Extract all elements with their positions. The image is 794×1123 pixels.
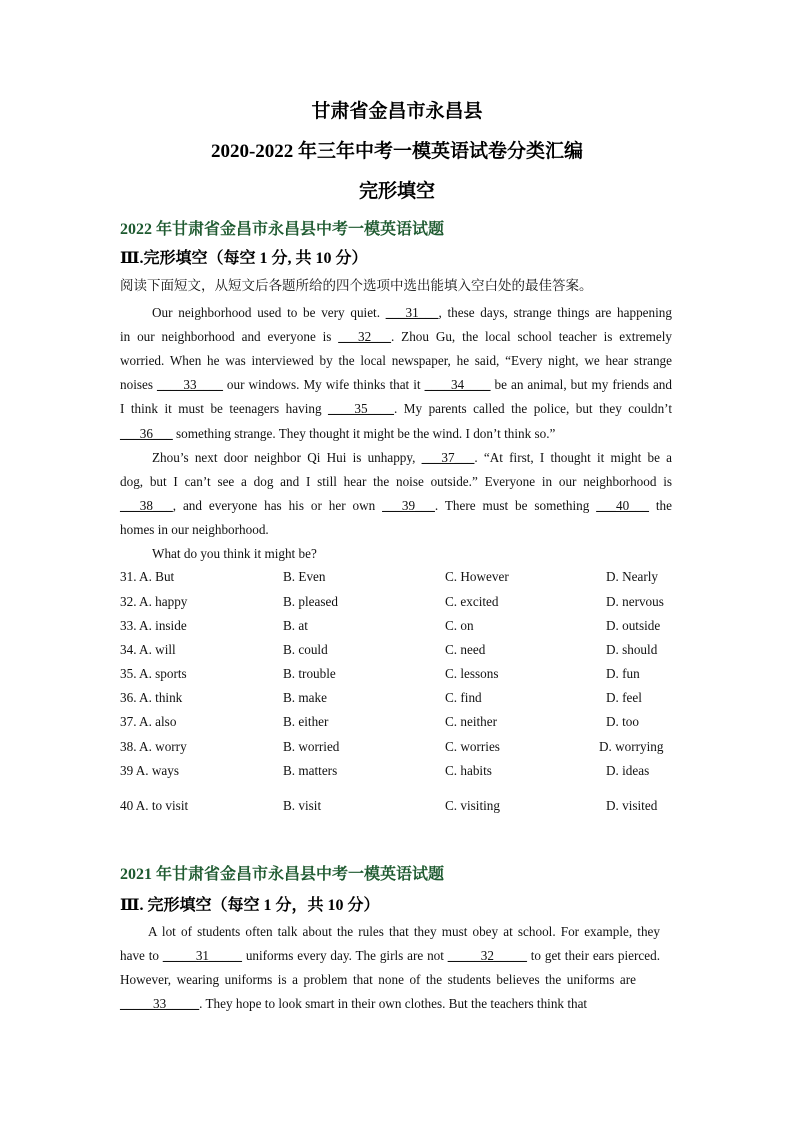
passage-line: have to _____31_____ uniforms every day. The girls are not _____32_____ to get their ears pierced.	[120, 948, 660, 963]
blank-33: ____33____	[156, 377, 223, 392]
passage-line: _____33_____. They hope to look smart in their own clothes. But the teachers think that	[120, 996, 588, 1011]
option-d: D. ideas	[606, 763, 650, 778]
option-d: D. fun	[606, 666, 640, 681]
blank-40: ___40___	[596, 498, 649, 513]
option-b: B. either	[283, 714, 329, 729]
option-d: D. nervous	[606, 594, 664, 609]
document-title-series: 2020-2022 年三年中考一模英语试卷分类汇编	[210, 141, 584, 162]
passage-line: noises ____33____ our windows. My wife thinks that it ____34____ be an animal, but my friends and	[120, 377, 672, 392]
option-c: C. neither	[445, 714, 498, 729]
passage-line: worried. When he was interviewed by the local newspaper, he said, “Every night, we hear strange	[120, 353, 672, 368]
blank-32: ___32___	[338, 329, 392, 344]
passage-line: Our neighborhood used to be very quiet. ___31___, these days, strange things are happening	[152, 305, 672, 320]
option-a: 40 A. to visit	[120, 798, 189, 813]
option-b: B. make	[283, 690, 327, 705]
passage-line: dog, but I can’t see a dog and I still hear the noise outside.” Everyone in our neighborhood is	[120, 474, 672, 489]
passage-line: However, wearing uniforms is a problem that none of the students believes the uniforms are	[120, 972, 636, 987]
option-b: B. could	[283, 642, 328, 657]
option-c: C. excited	[445, 594, 499, 609]
blank-31: _____31_____	[162, 948, 242, 963]
option-b: B. Even	[283, 569, 326, 584]
blank-34: ____34____	[424, 377, 491, 392]
blank-33: _____33_____	[120, 996, 200, 1011]
option-b: B. matters	[283, 763, 338, 778]
passage-line: Zhou’s next door neighbor Qi Hui is unhappy, ___37___. “At first, I thought it might be a	[152, 450, 672, 465]
option-b: B. pleased	[283, 594, 338, 609]
section-2021-part-title: Ⅲ. 完形填空（每空 1 分，共 10 分）	[120, 897, 380, 914]
option-b: B. at	[283, 618, 308, 633]
option-c: C. However	[445, 569, 509, 584]
blank-37: ___37___	[421, 450, 475, 465]
passage-line: homes in our neighborhood.	[120, 522, 269, 537]
option-a: 34. A. will	[120, 642, 176, 657]
option-c: C. need	[445, 642, 486, 657]
option-c: C. habits	[445, 763, 492, 778]
option-b: B. worried	[283, 739, 340, 754]
option-a: 31. A. But	[120, 569, 175, 584]
passage-line: in our neighborhood and everyone is ___32___. Zhou Gu, the local school teacher is extremely	[120, 329, 672, 344]
option-a: 38. A. worry	[120, 739, 187, 754]
blank-31: ___31___	[385, 305, 439, 320]
option-d: D. too	[606, 714, 639, 729]
blank-39: ___39___	[382, 498, 435, 513]
passage-line: What do you think it might be?	[152, 546, 317, 561]
section-2022-heading: 2022 年甘肃省金昌市永昌县中考一模英语试题	[120, 221, 445, 238]
option-c: C. find	[445, 690, 482, 705]
option-a: 36. A. think	[120, 690, 183, 705]
option-c: C. visiting	[445, 798, 500, 813]
document-title-topic: 完形填空	[358, 181, 435, 202]
section-2021-heading: 2021 年甘肃省金昌市永昌县中考一模英语试题	[120, 866, 445, 883]
option-b: B. trouble	[283, 666, 336, 681]
document-title-region: 甘肃省金昌市永昌县	[311, 101, 483, 122]
option-d: D. worrying	[599, 739, 664, 754]
option-c: C. lessons	[445, 666, 499, 681]
option-d: D. visited	[606, 798, 658, 813]
option-d: D. Nearly	[606, 569, 658, 584]
option-a: 39 A. ways	[120, 763, 179, 778]
option-a: 35. A. sports	[120, 666, 187, 681]
option-c: C. on	[445, 618, 474, 633]
option-d: D. outside	[606, 618, 661, 633]
passage-line: ___36___ something strange. They thought it might be the wind. I don’t think so.”	[120, 426, 556, 441]
blank-36: ___36___	[120, 426, 173, 441]
option-a: 32. A. happy	[120, 594, 188, 609]
blank-38: ___38___	[120, 498, 173, 513]
passage-line: A lot of students often talk about the rules that they must obey at school. For example, they	[148, 924, 660, 939]
option-b: B. visit	[283, 798, 322, 813]
option-a: 33. A. inside	[120, 618, 187, 633]
section-2022-part-title: Ⅲ.完形填空（每空 1 分, 共 10 分）	[120, 250, 368, 267]
passage-line: I think it must be teenagers having ____35____. My parents called the police, but they couldn’t	[120, 401, 672, 416]
blank-32: _____32_____	[447, 948, 527, 963]
passage-line: ___38___, and everyone has his or her own ___39___. There must be something ___40___ the	[120, 498, 672, 513]
option-c: C. worries	[445, 739, 500, 754]
blank-35: ____35____	[328, 401, 394, 416]
option-a: 37. A. also	[120, 714, 177, 729]
section-2022-instruction: 阅读下面短文，从短文后各题所给的四个选项中选出能填入空白处的最佳答案。	[120, 278, 593, 293]
option-d: D. feel	[606, 690, 642, 705]
option-d: D. should	[606, 642, 658, 657]
